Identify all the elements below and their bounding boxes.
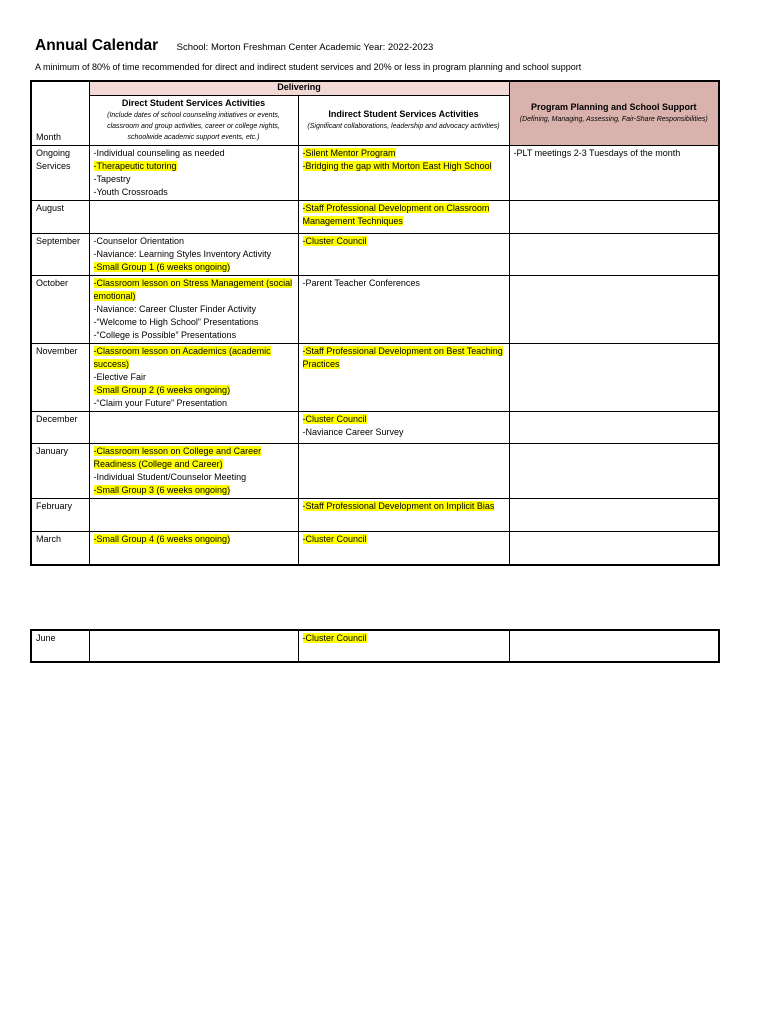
- month-label: March: [36, 533, 62, 544]
- activity-item: [94, 397, 294, 410]
- indirect-services-cell: [298, 145, 509, 200]
- calendar-row: [31, 531, 719, 565]
- activity-item: [94, 371, 294, 384]
- activity-item: [94, 345, 294, 371]
- indirect-services-cell: [298, 411, 509, 443]
- activity-item: [303, 500, 505, 513]
- program-planning-cell: [509, 411, 719, 443]
- activity-item: [303, 632, 505, 645]
- highlighted-activity-text: -Classroom lesson on Stress Management (social emotional): [93, 277, 293, 301]
- activity-item: [94, 484, 294, 497]
- indirect-services-cell: [298, 343, 509, 411]
- indirect-services-cell: [298, 531, 509, 565]
- month-label: November: [36, 345, 78, 356]
- activity-text: -“College is Possible” Presentations: [93, 329, 237, 340]
- month-cell: [31, 630, 89, 662]
- calendar-row: [31, 200, 719, 233]
- highlighted-activity-text: -Small Group 1 (6 weeks ongoing): [93, 261, 231, 272]
- program-planning-cell: [509, 343, 719, 411]
- month-column-header: Month: [31, 81, 89, 145]
- ppss-column-header: [509, 81, 719, 145]
- direct-services-cell: [89, 343, 298, 411]
- direct-column-header: [89, 95, 298, 145]
- month-label: January: [36, 445, 69, 456]
- activity-item: [94, 248, 294, 261]
- direct-services-cell: [89, 498, 298, 531]
- calendar-row: [31, 443, 719, 498]
- activity-text: -Naviance: Career Cluster Finder Activity: [93, 303, 257, 314]
- indirect-services-cell: [298, 233, 509, 275]
- activity-item: [303, 413, 505, 426]
- direct-services-cell: [89, 531, 298, 565]
- activity-item: [303, 345, 505, 371]
- activity-text: -“Welcome to High School” Presentations: [93, 316, 259, 327]
- highlighted-activity-text: -Cluster Council: [302, 413, 367, 424]
- direct-header-title: Direct Student Services Activities: [121, 97, 266, 108]
- calendar-row: [31, 411, 719, 443]
- activity-text: -Parent Teacher Conferences: [302, 277, 420, 288]
- activity-item: [94, 277, 294, 303]
- highlighted-activity-text: -Small Group 4 (6 weeks ongoing): [93, 533, 231, 544]
- indirect-header-subtitle: (Significant collaborations, leadership and advocacy activities): [307, 123, 500, 130]
- month-cell: [31, 343, 89, 411]
- calendar-row: [31, 233, 719, 275]
- calendar-row: [31, 275, 719, 343]
- program-planning-cell: [509, 200, 719, 233]
- indirect-services-cell: [298, 498, 509, 531]
- time-recommendation-note: A minimum of 80% of time recommended for direct and indirect student services and 20% or less in program planning and school support: [35, 62, 582, 72]
- annual-calendar-table: [30, 80, 720, 566]
- highlighted-activity-text: -Staff Professional Development on Classroom Management Techniques: [302, 202, 490, 226]
- direct-services-cell: [89, 411, 298, 443]
- direct-services-cell: [89, 233, 298, 275]
- month-cell: [31, 411, 89, 443]
- highlighted-activity-text: -Classroom lesson on Academics (academic success): [93, 345, 271, 369]
- program-planning-cell: [509, 233, 719, 275]
- highlighted-activity-text: -Therapeutic tutoring: [93, 160, 177, 171]
- indirect-services-cell: [298, 630, 509, 662]
- activity-item: [303, 277, 505, 290]
- month-label: February: [36, 500, 73, 511]
- activity-text: -Individual counseling as needed: [93, 147, 225, 158]
- month-cell: [31, 145, 89, 200]
- highlighted-activity-text: -Staff Professional Development on Best Teaching Practices: [302, 345, 503, 369]
- activity-item: [514, 147, 715, 160]
- activity-item: [94, 160, 294, 173]
- activity-item: [94, 316, 294, 329]
- activity-item: [94, 329, 294, 342]
- month-label: October: [36, 277, 69, 288]
- ppss-header-title: Program Planning and School Support: [530, 102, 697, 113]
- month-label: December: [36, 413, 78, 424]
- highlighted-activity-text: -Small Group 2 (6 weeks ongoing): [93, 384, 231, 395]
- activity-text: -“Claim your Future” Presentation: [93, 397, 228, 408]
- calendar-row: [31, 630, 719, 662]
- page-title: Annual Calendar: [35, 37, 159, 54]
- school-line: School: Morton Freshman Center Academic Year: 2022-2023: [176, 42, 434, 53]
- direct-services-cell: [89, 630, 298, 662]
- highlighted-activity-text: -Cluster Council: [302, 235, 367, 246]
- highlighted-activity-text: -Cluster Council: [302, 533, 367, 544]
- activity-item: [94, 186, 294, 199]
- activity-text: -Naviance: Learning Styles Inventory Activity: [93, 248, 272, 259]
- activity-item: [94, 533, 294, 546]
- activity-item: [303, 235, 505, 248]
- highlighted-activity-text: -Classroom lesson on College and Career Readiness (College and Career): [93, 445, 262, 469]
- activity-item: [94, 303, 294, 316]
- highlighted-activity-text: -Small Group 3 (6 weeks ongoing): [93, 484, 231, 495]
- calendar-row: [31, 145, 719, 200]
- activity-text: -Tapestry: [93, 173, 131, 184]
- month-label: June: [36, 633, 56, 643]
- indirect-services-cell: [298, 443, 509, 498]
- month-cell: [31, 498, 89, 531]
- activity-item: [94, 147, 294, 160]
- month-cell: [31, 443, 89, 498]
- program-planning-cell: [509, 275, 719, 343]
- activity-item: [303, 202, 505, 228]
- activity-text: -Individual Student/Counselor Meeting: [93, 471, 247, 482]
- activity-item: [94, 471, 294, 484]
- direct-services-cell: [89, 145, 298, 200]
- activity-item: [303, 147, 505, 160]
- month-cell: [31, 233, 89, 275]
- program-planning-cell: [509, 531, 719, 565]
- activity-text: -Youth Crossroads: [93, 186, 168, 197]
- activity-text: -Elective Fair: [93, 371, 147, 382]
- ppss-header-subtitle: (Defining, Managing, Assessing, Fair-Share Responsibilities): [519, 116, 708, 124]
- month-cell: [31, 200, 89, 233]
- indirect-services-cell: [298, 200, 509, 233]
- activity-text: -PLT meetings 2-3 Tuesdays of the month: [513, 147, 681, 158]
- activity-item: [94, 235, 294, 248]
- direct-services-cell: [89, 200, 298, 233]
- highlighted-activity-text: -Cluster Council: [302, 633, 367, 643]
- activity-item: [94, 384, 294, 397]
- activity-item: [303, 160, 505, 173]
- indirect-column-header: [298, 95, 509, 145]
- direct-header-subtitle: (Include dates of school counseling initiatives or events, classroom and group activities, career or college nights, schoolwide academic support events, etc.): [107, 111, 280, 141]
- month-label: August: [36, 202, 65, 213]
- program-planning-cell: [509, 498, 719, 531]
- direct-services-cell: [89, 443, 298, 498]
- highlighted-activity-text: -Silent Mentor Program: [302, 147, 396, 158]
- activity-item: [94, 261, 294, 274]
- activity-item: [303, 533, 505, 546]
- highlighted-activity-text: -Bridging the gap with Morton East High School: [302, 160, 492, 171]
- june-table: [30, 629, 720, 663]
- document-header: [35, 37, 433, 55]
- activity-item: [303, 426, 505, 439]
- activity-item: [94, 445, 294, 471]
- month-label: September: [36, 235, 81, 246]
- month-cell: [31, 275, 89, 343]
- direct-services-cell: [89, 275, 298, 343]
- program-planning-cell: [509, 145, 719, 200]
- program-planning-cell: [509, 630, 719, 662]
- program-planning-cell: [509, 443, 719, 498]
- delivering-header: Delivering: [89, 81, 509, 95]
- activity-item: [94, 173, 294, 186]
- calendar-row: [31, 343, 719, 411]
- month-cell: [31, 531, 89, 565]
- activity-text: -Counselor Orientation: [93, 235, 185, 246]
- indirect-services-cell: [298, 275, 509, 343]
- activity-text: -Naviance Career Survey: [302, 426, 404, 437]
- highlighted-activity-text: -Staff Professional Development on Implicit Bias: [302, 500, 495, 511]
- month-label: Ongoing Services: [36, 147, 71, 171]
- indirect-header-title: Indirect Student Services Activities: [328, 109, 479, 119]
- calendar-row: [31, 498, 719, 531]
